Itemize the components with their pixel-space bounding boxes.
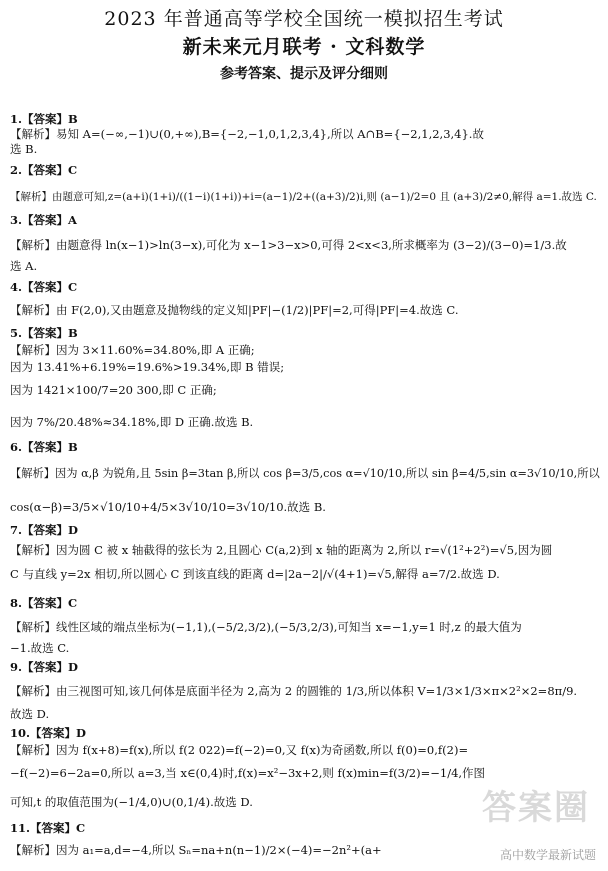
q4-answer: 4.【答案】C	[10, 280, 78, 294]
q3-answer: 3.【答案】A	[10, 213, 77, 227]
q2-answer: 2.【答案】C	[10, 163, 78, 177]
q10-analysis: 【解析】因为 f(x+8)=f(x),所以 f(2 022)=f(−2)=0,又 f(x)为奇函数,所以 f(0)=0,f(2)=	[10, 743, 469, 757]
q1-answer: 1.【答案】B	[10, 112, 78, 126]
q5-answer: 5.【答案】B	[10, 326, 78, 340]
q11-analysis: 【解析】因为 a₁=a,d=−4,所以 Sₙ=na+n(n−1)/2×(−4)=−2n²+(a+	[10, 843, 382, 857]
q1-analysis: 【解析】易知 A=(−∞,−1)∪(0,+∞),B={−2,−1,0,1,2,3,4},所以 A∩B={−2,1,2,3,4}.故	[10, 127, 484, 141]
q1-analysis-cont: 选 B.	[10, 142, 38, 156]
watermark-caption: 高中数学最新试题	[499, 848, 596, 862]
q10-answer: 10.【答案】D	[10, 726, 86, 740]
q6-analysis: 【解析】因为 α,β 为锐角,且 5sin β=3tan β,所以 cos β=3/5,cos α=√10/10,所以 sin β=4/5,sin α=3√10/10,所以	[10, 467, 600, 480]
q9-analysis: 【解析】由三视图可知,该几何体是底面半径为 2,高为 2 的圆锥的 1/3,所以体积 V=1/3×1/3×π×2²×2=8π/9.	[10, 684, 578, 698]
q9-analysis-cont: 故选 D.	[10, 707, 50, 721]
q5-analysis: 【解析】因为 3×11.60%=34.80%,即 A 正确;	[10, 343, 255, 357]
q11-answer: 11.【答案】C	[10, 821, 86, 835]
q6-answer: 6.【答案】B	[10, 440, 78, 454]
q9-answer: 9.【答案】D	[10, 660, 78, 674]
q3-analysis: 【解析】由题意得 ln(x−1)>ln(3−x),可化为 x−1>3−x>0,可得 2<x<3,所求概率为 (3−2)/(3−0)=1/3.故	[10, 238, 567, 252]
q5-analysis-d: 因为 7%/20.48%≈34.18%,即 D 正确.故选 B.	[10, 415, 254, 429]
q5-analysis-c: 因为 1421×100/7=20 300,即 C 正确;	[10, 383, 217, 397]
q7-analysis-cont: C 与直线 y=2x 相切,所以圆心 C 到该直线的距离 d=|2a−2|/√(4+1)=√5,解得 a=7/2.故选 D.	[10, 567, 500, 581]
q6-analysis-cont: cos(α−β)=3/5×√10/10+4/5×3√10/10=3√10/10.故选 B.	[10, 500, 326, 514]
q7-analysis: 【解析】因为圆 C 被 x 轴截得的弦长为 2,且圆心 C(a,2)到 x 轴的距离为 2,所以 r=√(1²+2²)=√5,因为圆	[10, 543, 553, 557]
q8-answer: 8.【答案】C	[10, 596, 78, 610]
q7-answer: 7.【答案】D	[10, 523, 78, 537]
q10-analysis-b: −f(−2)=6−2a=0,所以 a=3,当 x∈(0,4)时,f(x)=x²−3x+2,则 f(x)min=f(3/2)=−1/4,作图	[10, 766, 486, 780]
q2-analysis: 【解析】由题意可知,z=(a+i)(1+i)/((1−i)(1+i))+i=(a−1)/2+((a+3)/2)i,则 (a−1)/2=0 且 (a+3)/2≠0,解得 a=1.故选 C.	[10, 191, 597, 203]
q3-analysis-cont: 选 A.	[10, 259, 38, 273]
q8-analysis-cont: −1.故选 C.	[10, 641, 70, 655]
watermark-logo: 答案圈	[482, 789, 590, 827]
q5-analysis-b: 因为 13.41%+6.19%=19.6%>19.34%,即 B 错误;	[10, 360, 285, 374]
q4-analysis: 【解析】由 F(2,0),又由题意及抛物线的定义知|PF|−(1/2)|PF|=2,可得|PF|=4.故选 C.	[10, 303, 459, 317]
answer-key-heading: 参考答案、提示及评分细则	[220, 66, 388, 82]
exam-subtitle: 新未来元月联考 · 文科数学	[182, 36, 426, 58]
exam-title: 2023 年普通高等学校全国统一模拟招生考试	[104, 8, 504, 30]
q10-analysis-c: 可知,t 的取值范围为(−1/4,0)∪(0,1/4).故选 D.	[10, 795, 253, 809]
q8-analysis: 【解析】线性区域的端点坐标为(−1,1),(−5/2,3/2),(−5/3,2/3),可知当 x=−1,y=1 时,z 的最大值为	[10, 620, 522, 634]
